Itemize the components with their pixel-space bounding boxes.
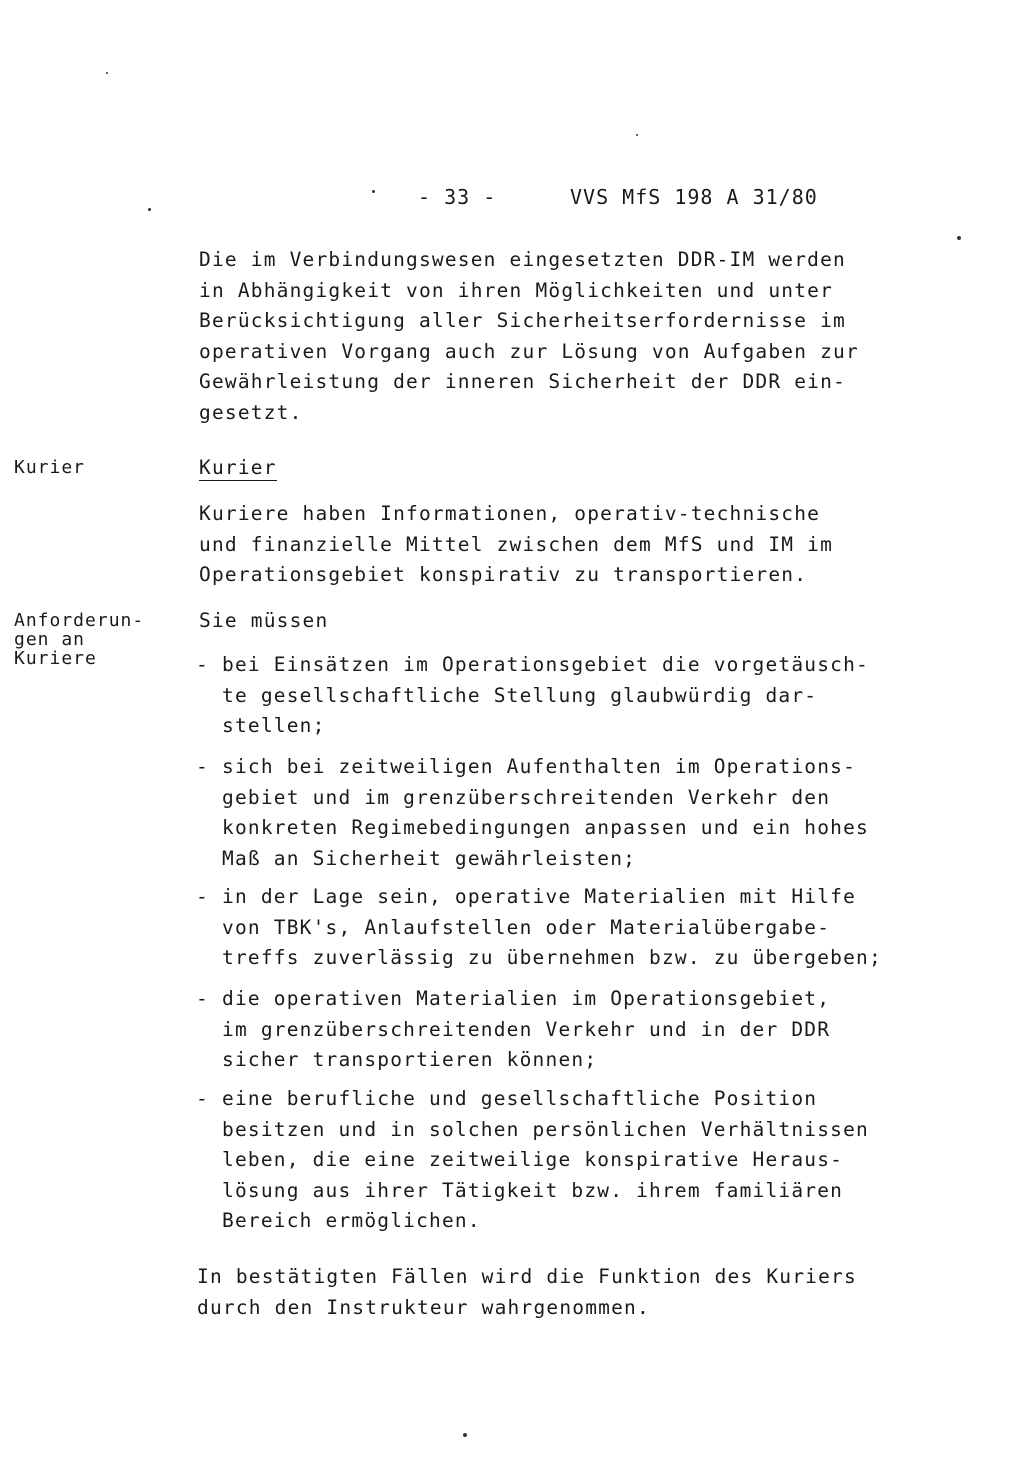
text-line: durch den Instrukteur wahrgenommen.: [197, 1295, 650, 1319]
text-line: Gewährleistung der inneren Sicherheit der DDR ein-: [199, 370, 846, 393]
text-line: in Abhängigkeit von ihren Möglichkeiten und unter: [199, 278, 834, 302]
text-line: lösung aus ihrer Tätigkeit bzw. ihrem familiären: [222, 1178, 844, 1202]
text-line: von TBK's, Anlaufstellen oder Materialübergabe-: [222, 915, 831, 939]
text-line: Kuriere haben Informationen, operativ-technische: [199, 502, 821, 525]
bullet-dash: -: [196, 1087, 208, 1110]
text-line: leben, die eine zeitweilige konspirative Heraus-: [222, 1148, 844, 1171]
scan-speck: [106, 72, 108, 74]
margin-note-text: gen an: [14, 629, 86, 650]
bullet-dash: -: [196, 755, 208, 778]
text-line: die operativen Materialien im Operationsgebiet,: [222, 987, 831, 1010]
requirements-intro: [199, 606, 849, 637]
text-line: te gesellschaftliche Stellung glaubwürdig dar-: [222, 683, 818, 707]
bullet-dash: -: [196, 885, 208, 908]
text-line: sicher transportieren können;: [222, 1048, 598, 1071]
document-reference: VVS MfS 198 A 31/80: [570, 185, 818, 209]
text-line: besitzen und in solchen persönlichen Verhältnissen: [222, 1117, 869, 1141]
scan-speck: [957, 236, 961, 240]
margin-note-text: Kuriere: [14, 648, 97, 669]
text-line: im grenzüberschreitenden Verkehr und in der DDR: [222, 1017, 831, 1041]
text-line: konkreten Regimebedingungen anpassen und ein hohes: [222, 816, 869, 839]
text-line: eine berufliche und gesellschaftliche Position: [222, 1087, 818, 1110]
intro-paragraph: [199, 245, 859, 428]
text-line: gesetzt.: [199, 400, 303, 424]
closing-paragraph: [197, 1262, 857, 1323]
text-line: gebiet und im grenzüberschreitenden Verkehr den: [222, 785, 831, 809]
text-line: bei Einsätzen im Operationsgebiet die vorgetäusch-: [222, 653, 869, 676]
text-line: in der Lage sein, operative Materialien mit Hilfe: [222, 885, 857, 908]
margin-note-text: Kurier: [14, 457, 86, 478]
margin-note-kurier: [14, 458, 85, 477]
scan-speck: [463, 1433, 467, 1437]
text-line: Operationsgebiet konspirativ zu transportieren.: [199, 563, 808, 586]
bullet-dash: -: [196, 653, 208, 676]
text-line: treffs zuverlässig zu übernehmen bzw. zu übergeben;: [222, 946, 882, 969]
page-number: - 33 -: [418, 185, 497, 209]
text-line: Sie müssen: [199, 609, 329, 632]
scan-speck: [636, 134, 638, 136]
bullet-dash: -: [196, 987, 208, 1010]
section-heading: Kurier: [199, 456, 277, 479]
scan-speck: [148, 208, 151, 211]
text-line: Maß an Sicherheit gewährleisten;: [222, 846, 637, 870]
text-line: sich bei zeitweiligen Aufenthalten im Operations-: [222, 755, 857, 778]
text-line: stellen;: [222, 714, 326, 737]
text-line: Die im Verbindungswesen eingesetzten DDR-IM werden: [199, 248, 846, 271]
text-line: und finanzielle Mittel zwischen dem MfS und IM im: [199, 532, 834, 556]
text-line: Bereich ermöglichen.: [222, 1209, 481, 1232]
margin-note-anforderungen: [14, 611, 144, 668]
margin-note-text: Anforderun-: [14, 610, 145, 631]
definition-paragraph: [199, 499, 849, 591]
scan-speck: [372, 190, 375, 193]
text-line: operativen Vorgang auch zur Lösung von Aufgaben zur: [199, 339, 859, 363]
text-line: Berücksichtigung aller Sicherheitserfordernisse im: [199, 309, 846, 332]
text-line: In bestätigten Fällen wird die Funktion des Kuriers: [197, 1265, 857, 1288]
